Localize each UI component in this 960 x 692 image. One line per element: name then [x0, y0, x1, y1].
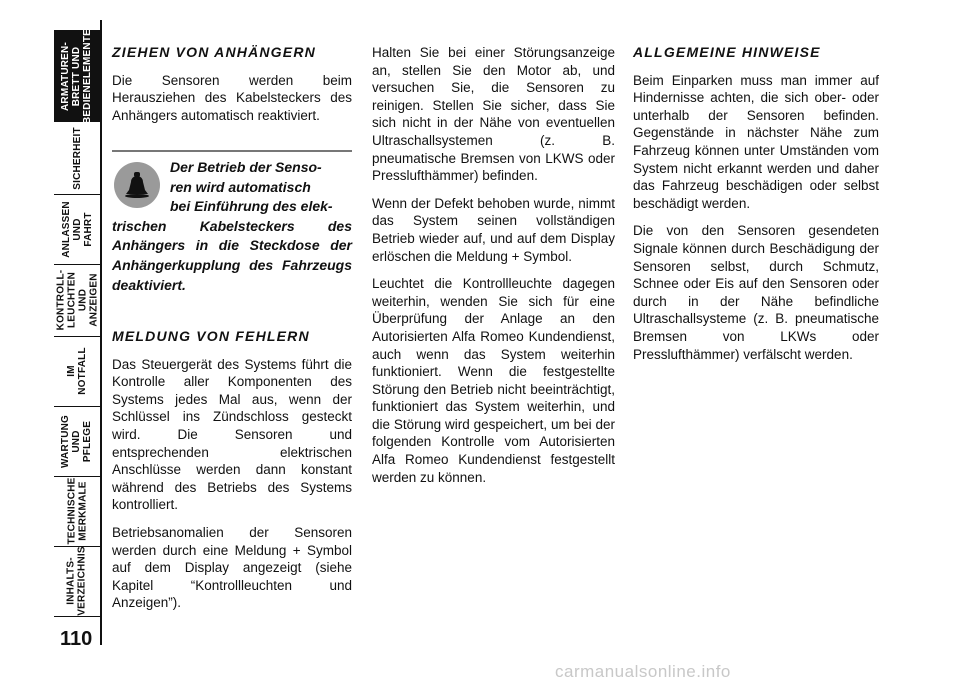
tab-label: IM NOTFALL	[66, 347, 88, 395]
tab-anlassen[interactable]	[54, 194, 100, 264]
heading-ziehen-von-anhaengern: ZIEHEN VON ANHÄNGERN	[112, 44, 316, 60]
tab-label: TECHNISCHE MERKMALE	[66, 477, 89, 545]
tab-wartung[interactable]	[54, 406, 100, 476]
tab-armaturenbrett[interactable]	[54, 30, 100, 122]
paragraph: Betriebsanomalien der Sensoren werden durch eine Meldung + Symbol auf dem Display angezeigt (siehe Kapitel “Kontrollleuchten und Anzeigen”).	[112, 524, 352, 611]
paragraph: Die von den Sensoren gesendeten Signale können durch Beschädigung der Sensoren selbst, durch Schmutz, Schnee oder Eis auf den Sensoren oder durch in der Nähe befindliche Ultraschallsysteme (z. B. pneumatische Bremsen von LKWs oder Presslufthämmer) verfälscht werden.	[633, 223, 879, 362]
tab-label: WARTUNG UND PFLEGE	[60, 414, 94, 468]
paragraph: Beim Einparken muss man immer auf Hindernisse achten, die sich ober- oder unterhalb der Sensoren befinden. Gegenstände in nächster Nähe zum Fahrzeug können unter Umständen vom System nicht erkannt werden und daher das Fahrzeug beschädigen oder selbst beschädigt werden.	[633, 72, 879, 211]
tab-label: ANLASSEN UND FAHRT	[60, 200, 94, 258]
tab-im-notfall[interactable]	[54, 336, 100, 406]
warning-box	[112, 150, 352, 295]
warning-hand-icon	[112, 160, 162, 210]
tab-sicherheit[interactable]	[54, 122, 100, 194]
warning-line-2: ren wird automatisch	[170, 178, 311, 195]
paragraph: Halten Sie bei einer Störungsanzeige an, stellen Sie den Motor ab, und versuchen Sie, die Sensoren zu reinigen. Stellen Sie sicher, dass Sie sich nicht in der Nähe von eventuellen Ultraschallsystemen (z. B. pneumatische Bremsen von LKWS oder Presslufthämmer) befinden.	[372, 45, 615, 184]
page-number: 110	[60, 628, 93, 650]
tab-label: KONTROLL- LEUCHTEN UND ANZEIGEN	[55, 269, 99, 331]
warning-line-1: Der Betrieb der Senso-	[170, 159, 322, 175]
tab-kontrollleuchten[interactable]	[54, 264, 100, 336]
tab-label: ARMATUREN- BRETT UND BEDIENELEMENTE	[60, 28, 94, 124]
heading-meldung-von-fehlern: MELDUNG VON FEHLERN	[112, 328, 310, 344]
warning-line-3: bei Einführung des elek-	[170, 198, 333, 215]
sidebar-divider-line	[100, 20, 102, 645]
column-1	[112, 44, 352, 134]
paragraph: Das Steuergerät des Systems führt die Kontrolle aller Komponenten des Systems jedes Mal aus, wenn der Schlüssel ins Zündschloss gesteckt wird. Die Sensoren und entsprechenden elektrischen Anschlüsse werden dann konstant während des Betriebs des Systems kontrolliert.	[112, 356, 352, 513]
tab-technische-merkmale[interactable]	[54, 476, 100, 546]
tab-label: SICHERHEIT	[71, 126, 83, 190]
tab-separator	[54, 616, 100, 617]
column-1-lower	[112, 328, 352, 622]
column-2	[372, 44, 615, 496]
column-3	[633, 44, 879, 373]
warning-rule	[112, 150, 352, 152]
paragraph: Leuchtet die Kontrollleuchte dagegen weiterhin, wenden Sie sich für eine Überprüfung der Anlage an den Autorisierten Alfa Romeo Kundendienst, auch wenn das System weiterhin funktioniert. Wenn die festgestellte Störung den Betrieb nicht beeinträchtigt, funktioniert das System weiterhin, und die Störung wird gespeichert, um bei der folgenden Kontrolle vom Autorisierten Alfa Romeo Kundendienst festgestellt werden zu können.	[372, 276, 615, 485]
warning-text: trischen Kabelsteckers des Anhängers in die Steckdose der Anhängerkupplung des Fahrzeugs deaktiviert.	[112, 217, 352, 293]
tab-inhaltsverzeichnis[interactable]	[54, 546, 100, 616]
watermark: carmanualsonline.info	[555, 662, 731, 681]
tab-label: INHALTS- VERZEICHNIS	[66, 546, 88, 616]
heading-allgemeine-hinweise: ALLGEMEINE HINWEISE	[633, 44, 821, 60]
paragraph: Wenn der Defekt behoben wurde, nimmt das System seinen vollständigen Betrieb wieder auf, und auf dem Display erlöschen die Meldung + Symbol.	[372, 195, 615, 264]
paragraph: Die Sensoren werden beim Herausziehen des Kabelsteckers des Anhängers automatisch reaktiviert.	[112, 72, 352, 123]
